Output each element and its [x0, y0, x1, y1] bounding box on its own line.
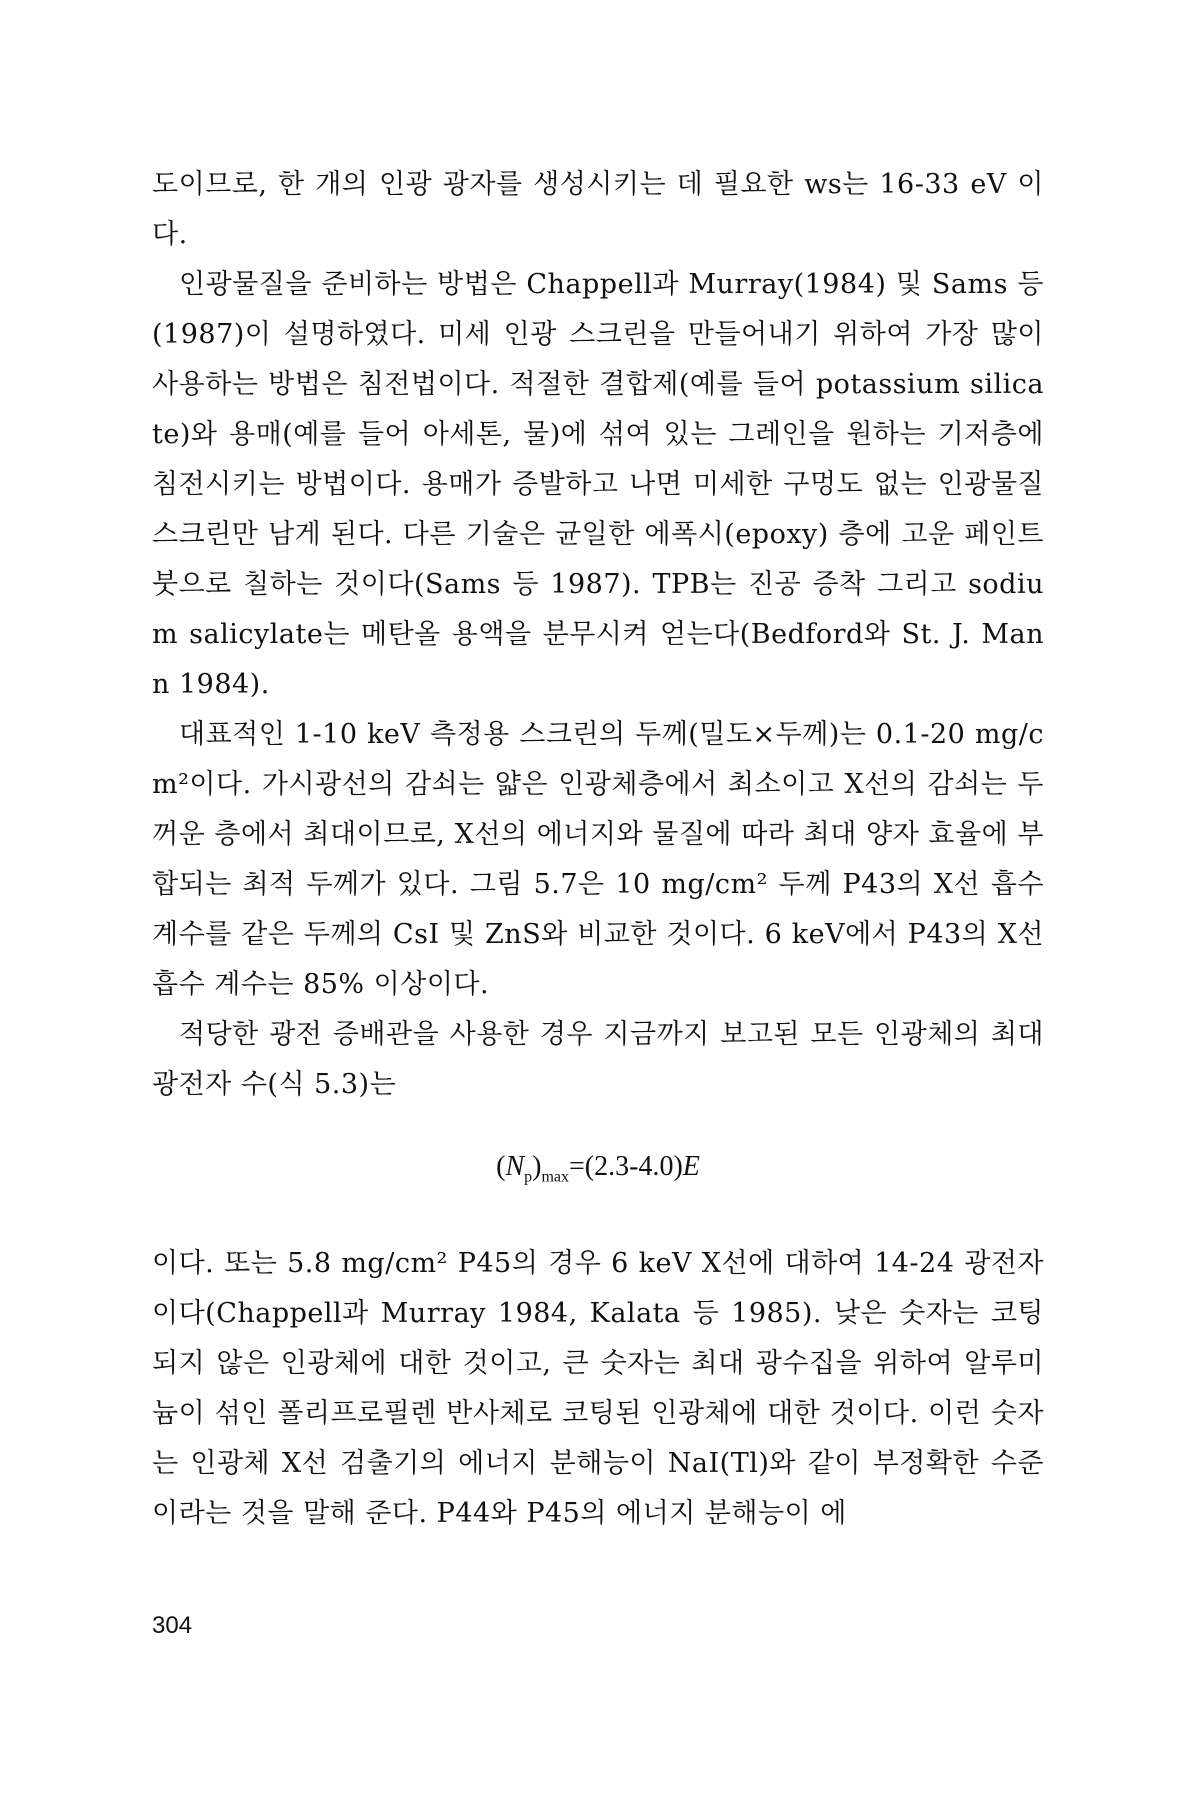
- paragraph-photoelectron-intro: 적당한 광전 증배관을 사용한 경우 지금까지 보고된 모든 인광체의 최대 광전자 수(식 5.3)는: [152, 1019, 1044, 1100]
- equation-sub-p: p: [524, 1168, 533, 1186]
- equation: $(N_p)_{max}=(2.3-4.0)E$: [496, 1151, 700, 1186]
- equation-rhs: =(2.3-4.0): [569, 1151, 683, 1182]
- paragraph-continuation: 도이므로, 한 개의 인광 광자를 생성시키는 데 필요한 ws는 16-33 eV 이다.: [152, 169, 1044, 250]
- paragraph-screen-thickness: 대표적인 1-10 keV 측정용 스크린의 두께(밀도×두께)는 0.1-20 mg/cm²이다. 가시광선의 감쇠는 얇은 인광체층에서 최소이고 X선의 감쇠는 두꺼운 층에서 최대이므로, X선의 에너지와 물질에 따라 최대 양자 효율에 부합되는 최적 두께가 있다. 그림 5.7은 10 mg/cm² 두께 P43의 X선 흡수 계수를 같은 두께의 CsI 및 ZnS와 비교한 것이다. 6 keV에서 P43의 X선 흡수 계수는 85% 이상이다.: [152, 719, 1044, 1000]
- paragraph-phosphor-preparation: 인광물질을 준비하는 방법은 Chappell과 Murray(1984) 및 Sams 등 (1987)이 설명하였다. 미세 인광 스크린을 만들어내기 위하여 가장 많이 사용하는 방법은 침전법이다. 적절한 결합제(예를 들어 potassium silicate)와 용매(예를 들어 아세톤, 물)에 섞여 있는 그레인을 원하는 기저층에 침전시키는 방법이다. 용매가 증발하고 나면 미세한 구멍도 없는 인광물질 스크린만 남게 된다. 다른 기술은 균일한 에폭시(epoxy) 층에 고운 페인트 붓으로 칠하는 것이다(Sams 등 1987). TPB는 진공 증착 그리고 sodium salicylate는 메탄올 용액을 분무시켜 얻는다(Bedford와 St. J. Mann 1984).: [152, 269, 1044, 700]
- paragraph-energy-resolution: 이다. 또는 5.8 mg/cm² P45의 경우 6 keV X선에 대하여 14-24 광전자이다(Chappell과 Murray 1984, Kalata 등 1985). 낮은 숫자는 코팅되지 않은 인광체에 대한 것이고, 큰 숫자는 최대 광수집을 위하여 알루미늄이 섞인 폴리프로필렌 반사체로 코팅된 인광체에 대한 것이다. 이런 숫자는 인광체 X선 검출기의 에너지 분해능이 NaI(Tl)와 같이 부정확한 수준이라는 것을 말해 준다. P44와 P45의 에너지 분해능이 에: [152, 1247, 1044, 1529]
- equation-var-n: N: [505, 1151, 525, 1182]
- page-number: 304: [152, 1612, 193, 1639]
- document-page: [152, 160, 1044, 1660]
- equation-sub-max: max: [541, 1168, 569, 1186]
- equation-var-e: E: [682, 1151, 700, 1182]
